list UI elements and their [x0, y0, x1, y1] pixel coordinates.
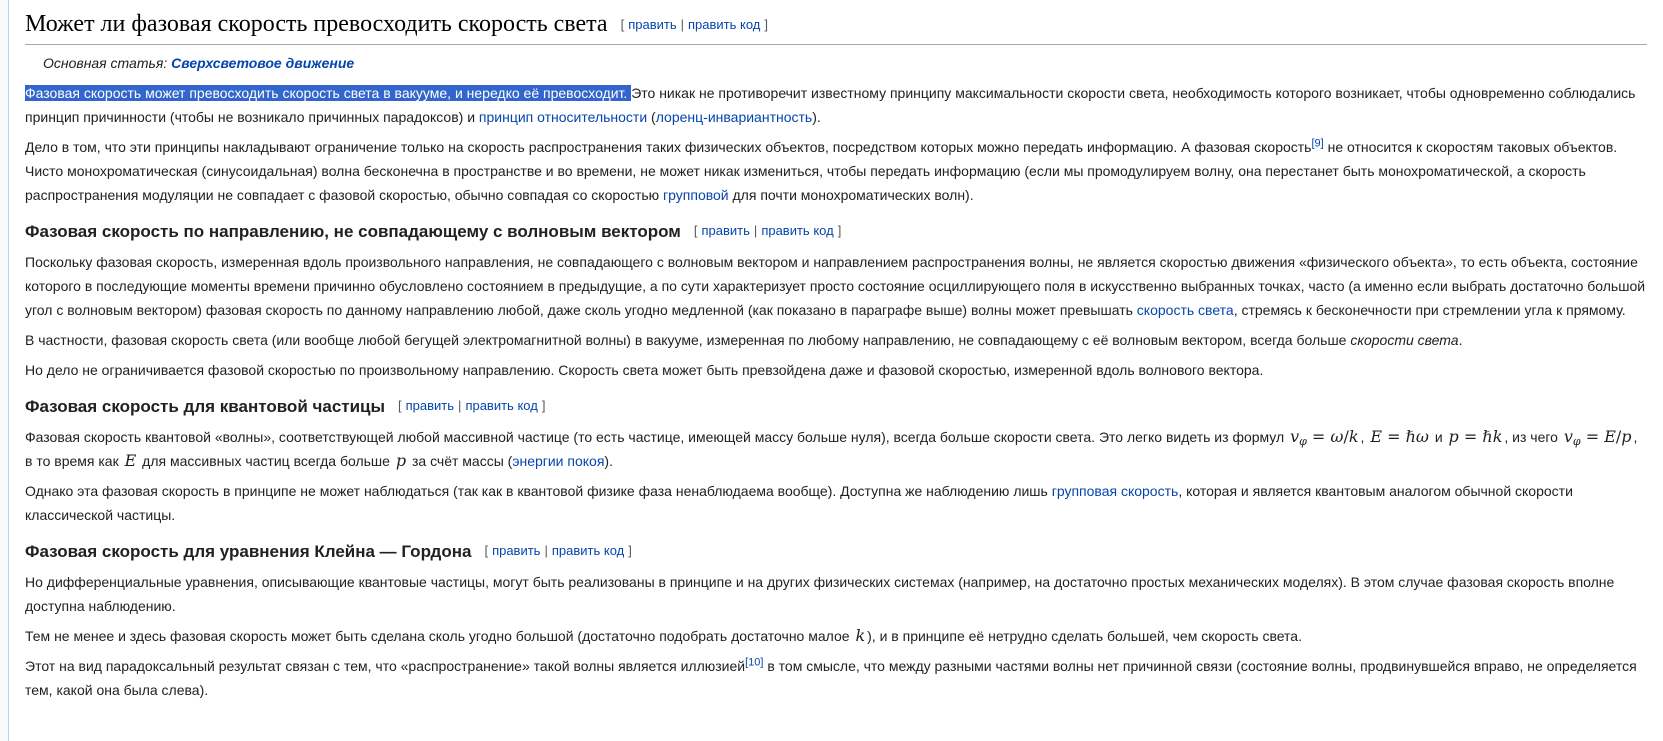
edit-bracket: [ [620, 17, 625, 32]
content-left-border [0, 0, 9, 741]
text-run: Поскольку фазовая скорость, измеренная вдоль произвольного направления, не совпадающего с волновым вектором и направлением распространения волны, не является скоростью движения «физического объекта», то есть объекта, состояние которого в последующие моменты времени причинно обусловлено состоянием в предыдущие, а по сути характеризует просто состояние осциллирующего поля в искусственно выбранных точках, часто (а именно если выбрать достаточно большой угол с волновым вектором) фазовая скорость по данному направлению любой, даже сколь угодно медленной (как показано в параграфе выше) волны может превышать [25, 254, 1646, 318]
paragraph [25, 479, 1647, 527]
text-run: , из чего [1504, 429, 1562, 445]
edit-divider: | [753, 223, 758, 238]
text-run: за счёт массы ( [408, 453, 513, 469]
paragraph [25, 358, 1647, 382]
edit-bracket: [ [398, 398, 402, 413]
page-title-heading [25, 10, 1647, 45]
text-run: для массивных частиц всегда больше [138, 453, 394, 469]
reference-link[interactable]: [10] [745, 656, 764, 669]
paragraph [25, 654, 1647, 702]
section-heading-text: Фазовая скорость для уравнения Клейна — Гордона [25, 542, 472, 561]
section-heading [25, 539, 1647, 564]
edit-bracket: [ [693, 223, 698, 238]
edit-link[interactable]: править [628, 17, 677, 32]
text-run: Основная статья: [43, 55, 172, 71]
math-formula: $v_\varphi = E/p$ [1563, 427, 1632, 448]
text-run: в том смысле, что между разными частями волны нет причинной связи (состояние волны, продвинувшейся вправо, не определяется тем, какой она была слева). [25, 658, 1637, 698]
edit-divider: | [458, 398, 462, 413]
edit-link[interactable]: править [405, 398, 455, 413]
math-formula: E [124, 451, 137, 470]
paragraph [25, 81, 1647, 129]
paragraph [25, 250, 1647, 322]
edit-bracket: [ [484, 543, 489, 558]
wiki-link[interactable]: энергии покоя [512, 453, 605, 469]
math-formula: p [395, 451, 407, 470]
text-run: Тем не менее и здесь фазовая скорость может быть сделана сколь угодно большой (достаточно подобрать достаточно малое [25, 628, 854, 644]
edit-link[interactable]: править [492, 543, 541, 558]
edit-source-link[interactable]: править код [465, 398, 538, 413]
edit-bracket: ] [541, 398, 546, 413]
paragraph [25, 624, 1647, 648]
edit-bracket: ] [628, 543, 632, 558]
paragraph [25, 570, 1647, 618]
reference-link[interactable]: [9] [1311, 137, 1324, 150]
text-run: , стремясь к бесконечности при стремлении угла к прямому. [1233, 302, 1626, 318]
wiki-link[interactable]: лоренц-инвариантность [655, 109, 813, 125]
text-run: , в то время как [25, 429, 1638, 469]
paragraph [25, 425, 1647, 473]
text-run: Однако эта фазовая скорость в принципе не может наблюдаться (так как в квантовой физике фаза ненаблюдаема вообще). Доступна же наблюдению лишь [25, 483, 1052, 499]
edit-section [621, 17, 768, 32]
wiki-link[interactable]: принцип относительности [478, 109, 648, 125]
text-run: В частности, фазовая скорость света (или вообще любой бегущей электромагнитной волны) в вакууме, измеренная по любому направлению, не совпадающему с её волновым вектором, всегда больше [25, 332, 1351, 348]
text-run: Фазовая скорость квантовой «волны», соответствующей любой массивной частице (то есть частице, имеющей массу больше нуля), всегда больше скорости света. Это легко видеть из формул [25, 429, 1289, 445]
edit-source-link[interactable]: править код [688, 17, 761, 32]
section-heading-text: Фазовая скорость по направлению, не совпадающему с волновым вектором [25, 222, 681, 241]
text-run: не относится к скоростям таковых объектов. Чисто монохроматическая (синусоидальная) волна бесконечна в пространстве и во времени, не может никак измениться, чтобы передать информацию (если мы промодулируем волну, она перестанет быть монохроматической, а скорость распространения модуляции не совпадает с фазовой скоростью, обычно совпадая со скоростью [25, 139, 1618, 203]
paragraph [25, 135, 1647, 207]
edit-divider: | [680, 17, 685, 32]
wiki-link[interactable]: групповая скорость [1051, 483, 1179, 499]
wiki-link[interactable]: Сверхсветовое движение [171, 55, 355, 71]
text-run: скорости света [1350, 332, 1459, 348]
page-title: Может ли фазовая скорость превосходить скорость света [25, 11, 608, 37]
text-run: ). [604, 453, 613, 469]
section-heading-text: Фазовая скорость для квантовой частицы [25, 397, 386, 416]
section-heading [25, 219, 1647, 244]
text-run: ( [647, 109, 656, 125]
math-formula: p = ℏk [1448, 427, 1503, 446]
wiki-link[interactable]: групповой [663, 187, 729, 203]
edit-section [694, 223, 841, 238]
text-run: для почти монохроматических волн). [728, 187, 974, 203]
edit-section [484, 543, 631, 558]
math-formula: E = ℏω [1370, 427, 1429, 446]
section-heading [25, 394, 1647, 419]
article-body [9, 0, 1663, 741]
edit-section [398, 398, 545, 413]
selected-text: Фазовая скорость может превосходить скорость света в вакууме, и нередко её превосходит. [25, 85, 632, 101]
text-run: . [1458, 332, 1463, 348]
edit-source-link[interactable]: править код [761, 223, 834, 238]
paragraph [25, 328, 1647, 352]
text-run: Но дело не ограничивается фазовой скоростью по произвольному направлению. Скорость света может быть превзойдена даже и фазовой скоростью, измеренной вдоль волнового вектора. [25, 362, 1264, 378]
edit-source-link[interactable]: править код [551, 543, 625, 558]
text-run: Дело в том, что эти принципы накладывают ограничение только на скорость распространения таких физических объектов, посредством которых можно передать информацию. А фазовая скорость [25, 139, 1312, 155]
wiki-link[interactable]: скорость света [1136, 302, 1234, 318]
text-run: ), и в принципе её нетрудно сделать большей, чем скорость света. [867, 628, 1302, 644]
text-run: и [1430, 429, 1447, 445]
math-formula: k [855, 626, 866, 645]
text-run: ). [812, 109, 821, 125]
edit-bracket: ] [837, 223, 842, 238]
edit-link[interactable]: править [701, 223, 750, 238]
text-run: , [1360, 429, 1369, 445]
text-run: , которая и является квантовым аналогом обычной скорости классической частицы. [25, 483, 1573, 523]
text-run: Но дифференциальные уравнения, описывающие квантовые частицы, могут быть реализованы в принципе и на других физических системах (например, на достаточно простых механических моделях). В этом случае фазовая скорость вполне доступна наблюдению. [25, 574, 1615, 614]
text-run: Этот на вид парадоксальный результат связан с тем, что «распространение» такой волны является иллюзией [25, 658, 746, 674]
hatnote [43, 51, 1647, 75]
edit-bracket: ] [764, 17, 769, 32]
edit-divider: | [544, 543, 548, 558]
text-run: Это никак не противоречит известному принципу максимальности скорости света, необходимость которого возникает, чтобы одновременно соблюдались принцип причинности (чтобы не возникало причинных парадоксов) и [25, 85, 1636, 125]
math-formula: $v_\varphi = \omega/k$ [1290, 427, 1359, 448]
